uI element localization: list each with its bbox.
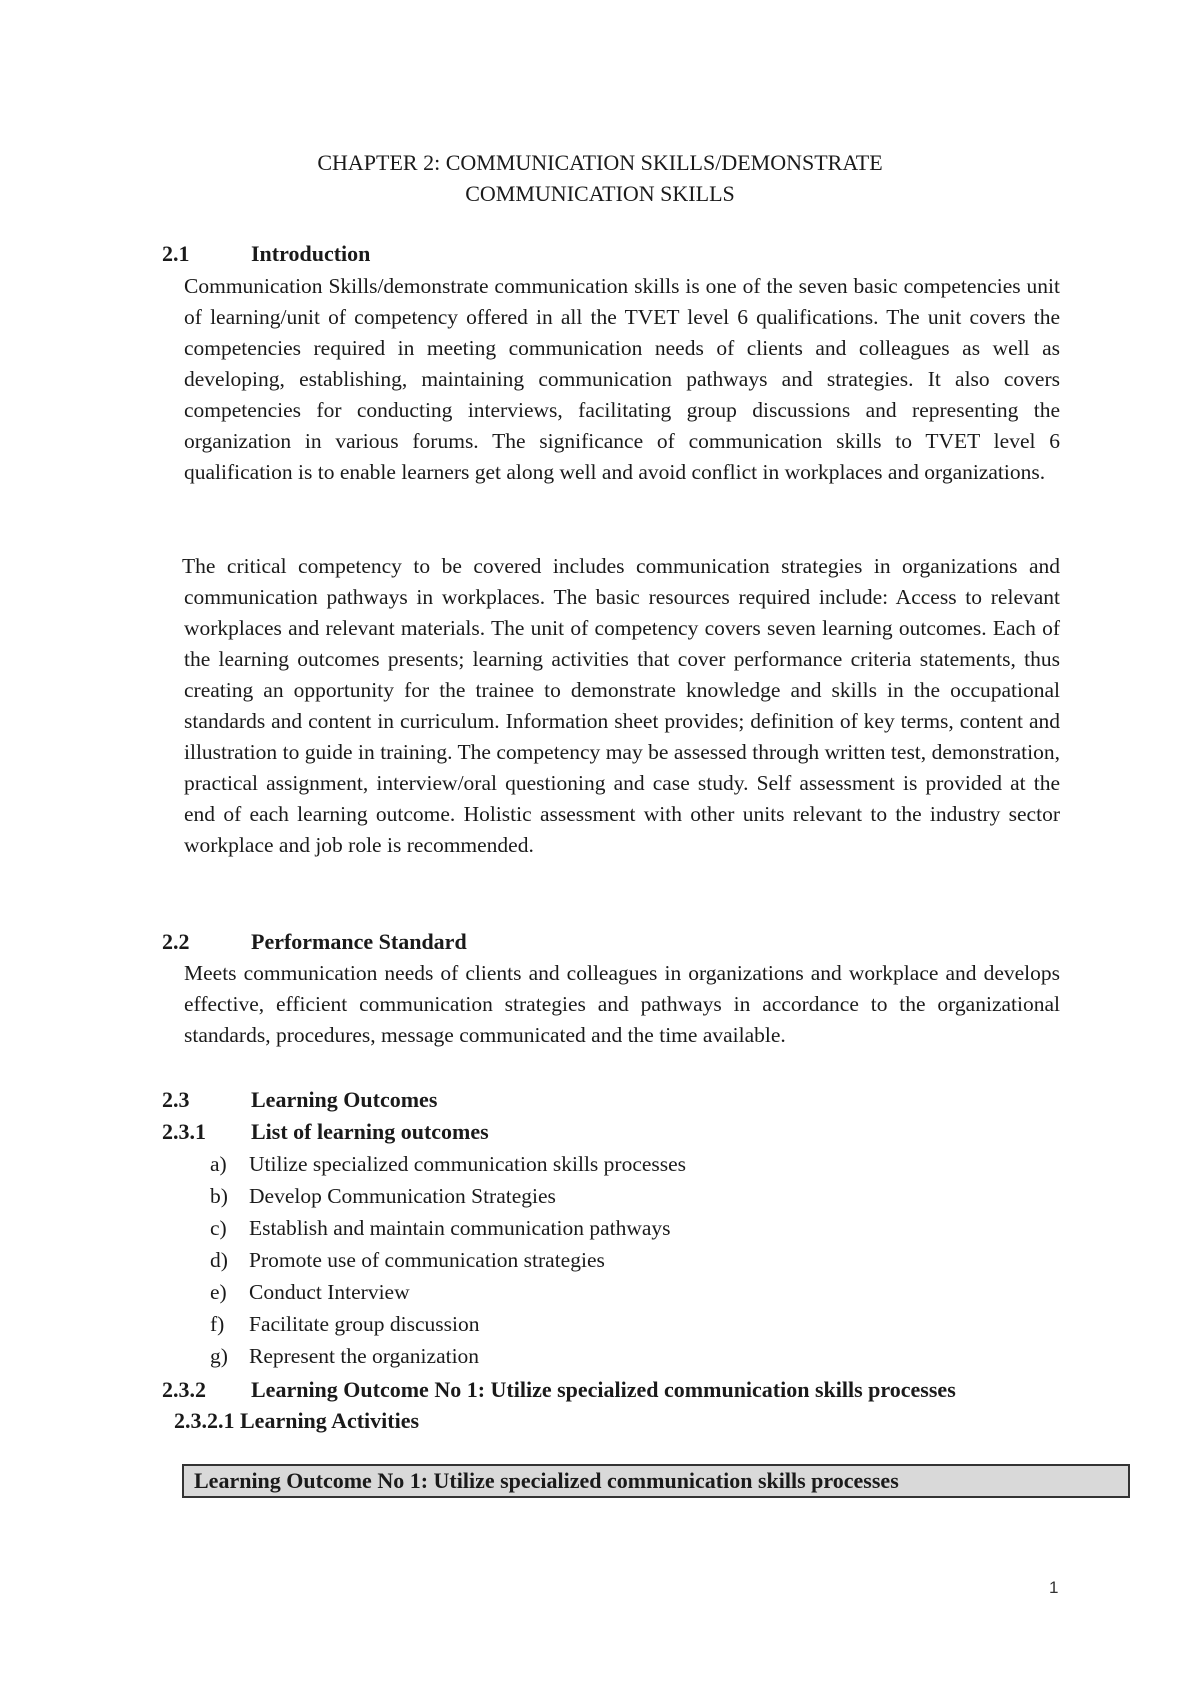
list-item: a) Utilize specialized communication skills processes	[210, 1152, 687, 1176]
list-item: c) Establish and maintain communication pathways	[210, 1216, 671, 1240]
chapter-title-line1: CHAPTER 2: COMMUNICATION SKILLS/DEMONSTRATE	[317, 150, 883, 175]
list-item: g) Represent the organization	[210, 1344, 480, 1368]
learning-outcome-box-label: Learning Outcome No 1: Utilize specialized communication skills processes	[194, 1468, 899, 1493]
section-title: Learning Outcomes	[251, 1087, 438, 1112]
section-title: List of learning outcomes	[251, 1119, 489, 1144]
page-number: 1	[1049, 1578, 1059, 1597]
section-title: Performance Standard	[251, 929, 467, 954]
list-item: d) Promote use of communication strategies	[210, 1248, 605, 1272]
list-item: e) Conduct Interview	[210, 1280, 410, 1304]
section-heading-2-3-2-1: 2.3.2.1 Learning Activities	[174, 1408, 420, 1433]
learning-outcome-box	[182, 1464, 1130, 1498]
list-item: b) Develop Communication Strategies	[210, 1184, 556, 1208]
section-number: 2.3	[162, 1087, 190, 1112]
intro-paragraph-2: The critical competency to be covered includes communication strategies in organizations and communication pathways in workplaces. The basic resources required include: Access to relevant workplaces and relevant materials. The unit of competency covers seven learning outcomes. Each of the learning outcomes presents; learning activities that cover performance criteria statements, thus creating an opportunity for the trainee to demonstrate knowledge and skills in the occupational standards and content in curriculum. Information sheet provides; definition of key terms, content and illustration to guide in training. The competency may be assessed through written test, demonstration, practical assignment, interview/oral questioning and case study. Self assessment is provided at the end of each learning outcome. Holistic assessment with other units relevant to the industry sector workplace and job role is recommended.	[182, 554, 1060, 857]
section-number: 2.1	[162, 241, 190, 266]
section-title: Introduction	[251, 241, 371, 266]
learning-outcomes-list	[210, 1148, 686, 1372]
section-title: Learning Outcome No 1: Utilize specialized communication skills processes	[251, 1377, 956, 1402]
list-item: f) Facilitate group discussion	[210, 1312, 480, 1336]
section-number: 2.2	[162, 929, 190, 954]
chapter-title-line2: COMMUNICATION SKILLS	[465, 181, 735, 206]
intro-paragraph-1: Communication Skills/demonstrate communication skills is one of the seven basic competencies unit of learning/unit of competency offered in all the TVET level 6 qualifications. The unit covers the competencies required in meeting communication needs of clients and colleagues as well as developing, establishing, maintaining communication pathways and strategies. It also covers competencies for conducting interviews, facilitating group discussions and representing the organization in various forums. The significance of communication skills to TVET level 6 qualification is to enable learners get along well and avoid conflict in workplaces and organizations.	[184, 274, 1060, 484]
chapter-title	[0, 147, 1200, 209]
section-number: 2.3.1	[162, 1119, 206, 1144]
performance-paragraph: Meets communication needs of clients and colleagues in organizations and workplace and develops effective, efficient communication strategies and pathways in accordance to the organizational standards, procedures, message communicated and the time available.	[184, 961, 1060, 1047]
section-number: 2.3.2	[162, 1377, 206, 1402]
